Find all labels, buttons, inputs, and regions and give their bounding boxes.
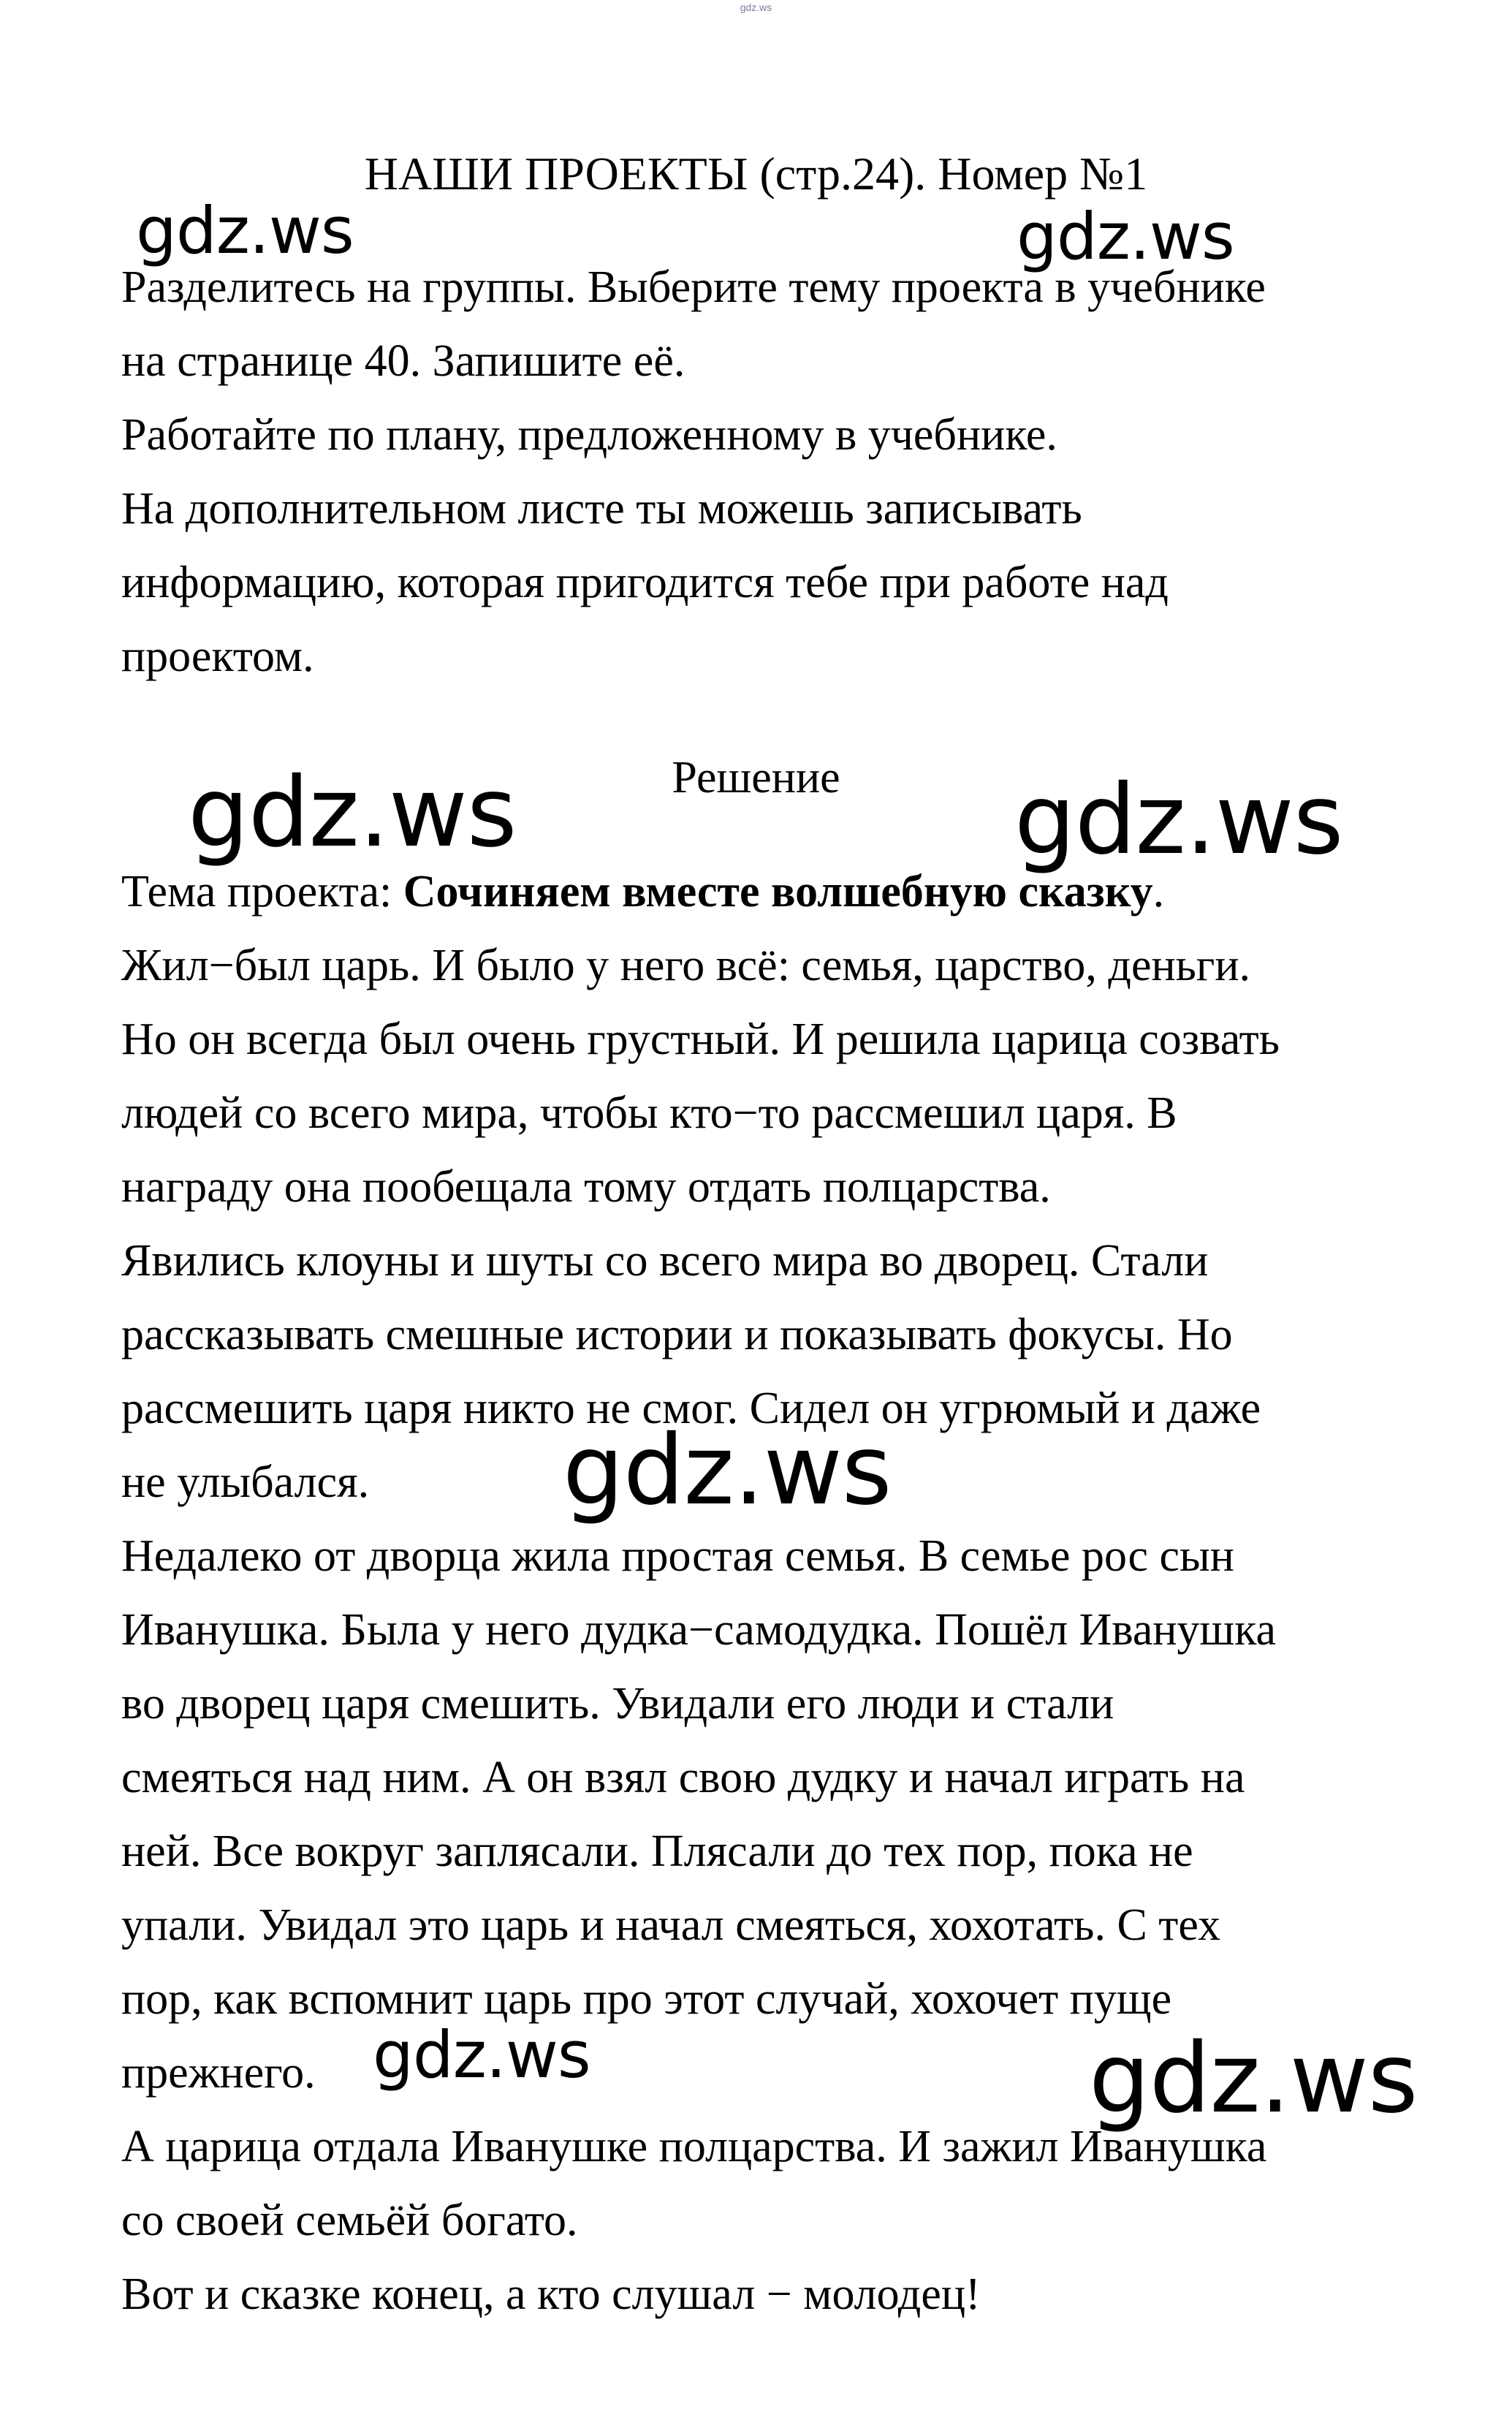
watermark: gdz.ws: [1089, 2022, 1418, 2135]
story-line: смеяться над ним. А он взял свою дудку и начал играть на: [121, 1753, 1245, 1802]
story-line: А царица отдала Иванушке полцарства. И зажил Иванушка: [121, 2122, 1267, 2171]
story-line: рассказывать смешные истории и показывать фокусы. Но: [121, 1310, 1233, 1359]
story-line: ней. Все вокруг заплясали. Плясали до тех пор, пока не: [121, 1826, 1193, 1876]
story-line: людей со всего мира, чтобы кто−то рассмешил царя. В: [121, 1088, 1177, 1138]
story-line: не улыбался.: [121, 1457, 370, 1507]
task-line: На дополнительном листе ты можешь записывать: [121, 484, 1082, 534]
story-line: Явились клоуны и шуты со всего мира во дворец. Стали: [121, 1236, 1209, 1286]
watermark: gdz.ws: [188, 756, 517, 869]
watermark: gdz.ws: [373, 2017, 590, 2093]
header-watermark: gdz.ws: [740, 1, 772, 13]
story-line: Вот и сказке конец, а кто слушал − молодец!: [121, 2269, 981, 2319]
watermark: gdz.ws: [1017, 199, 1234, 274]
story-line: пор, как вспомнит царь про этот случай, хохочет пуще: [121, 1974, 1172, 2024]
page-title: НАШИ ПРОЕКТЫ (стр.24). Номер №1: [364, 148, 1148, 200]
story-line: Иванушка. Была у него дудка−самодудка. Пошёл Иванушка: [121, 1605, 1277, 1655]
story-line: со своей семьёй богато.: [121, 2196, 578, 2245]
story-line: Но он всегда был очень грустный. И решила царица созвать: [121, 1014, 1280, 1064]
topic-prefix: Тема проекта:: [121, 867, 403, 917]
story-line: Жил−был царь. И было у него всё: семья, царство, деньги.: [121, 941, 1251, 990]
solution-heading: Решение: [672, 753, 840, 803]
watermark: gdz.ws: [563, 1414, 892, 1527]
story-line: награду она пообещала тому отдать полцарства.: [121, 1162, 1051, 1212]
task-text: [121, 251, 1473, 694]
story-line: упали. Увидал это царь и начал смеяться, хохотать. С тех: [121, 1900, 1221, 1950]
task-line: информацию, которая пригодится тебе при работе над: [121, 558, 1169, 607]
watermark: gdz.ws: [1014, 764, 1343, 876]
task-line: Разделитесь на группы. Выберите тему проекта в учебнике: [121, 262, 1266, 312]
story-line: прежнего.: [121, 2048, 316, 2098]
watermark: gdz.ws: [136, 193, 354, 268]
story-line: Недалеко от дворца жила простая семья. В семье рос сын: [121, 1531, 1234, 1581]
task-line: Работайте по плану, предложенному в учебнике.: [121, 410, 1057, 460]
topic-suffix: .: [1152, 867, 1165, 917]
story-line: рассмешить царя никто не смог. Сидел он угрюмый и даже: [121, 1384, 1261, 1433]
topic-value: Сочиняем вместе волшебную сказку: [403, 867, 1153, 917]
task-line: на странице 40. Запишите её.: [121, 336, 685, 386]
story-line: во дворец царя смешить. Увидали его люди и стали: [121, 1679, 1114, 1729]
task-line: проектом.: [121, 631, 314, 681]
